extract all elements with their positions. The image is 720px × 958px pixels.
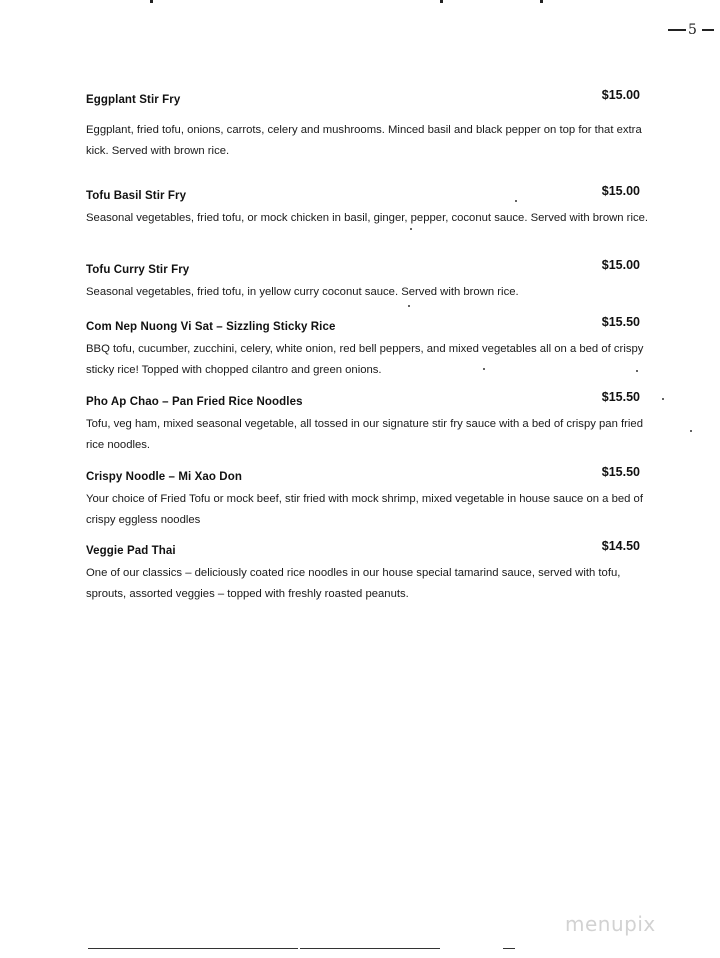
scan-speck <box>515 200 517 202</box>
bottom-scan-line <box>88 948 298 949</box>
scan-speck <box>690 430 692 432</box>
menu-item-pan-fried-rice-noodles <box>86 390 646 456</box>
item-price: $15.00 <box>601 88 640 102</box>
menu-item-veggie-pad-thai <box>86 539 646 605</box>
menu-item-crispy-noodle <box>86 465 646 531</box>
menu-item-tofu-curry-stir-fry <box>86 258 646 303</box>
item-name: Tofu Basil Stir Fry <box>86 190 187 202</box>
menu-item-sizzling-sticky-rice <box>86 315 646 381</box>
item-name: Pho Ap Chao – Pan Fried Rice Noodles <box>86 396 303 408</box>
bottom-scan-line <box>300 948 440 949</box>
item-description: Seasonal vegetables, fried tofu, in yellow curry coconut sauce. Served with brown rice. <box>86 286 519 298</box>
item-price: $15.50 <box>601 390 640 404</box>
item-description: Tofu, veg ham, mixed seasonal vegetable, all tossed in our signature stir fry sauce with a bed of crispy pan fried rice noodles. <box>86 418 643 451</box>
menu-item-tofu-basil-stir-fry <box>86 184 649 229</box>
item-price: $15.50 <box>601 465 640 479</box>
item-description: BBQ tofu, cucumber, zucchini, celery, white onion, red bell peppers, and mixed vegetables all on a bed of crispy sticky rice! Topped with chopped cilantro and green onions. <box>86 343 644 376</box>
scan-mark <box>540 0 543 3</box>
scan-speck <box>636 370 638 372</box>
scan-speck <box>662 398 664 400</box>
handwritten-page-mark: 5 <box>668 22 714 38</box>
scan-speck <box>483 368 485 370</box>
item-description: One of our classics – deliciously coated rice noodles in our house special tamarind sauce, served with tofu, sprouts, assorted veggies – topped with freshly roasted peanuts. <box>86 567 621 600</box>
item-description: Your choice of Fried Tofu or mock beef, stir fried with mock shrimp, mixed vegetable in house sauce on a bed of crispy eggless noodles <box>86 493 643 526</box>
item-description: Eggplant, fried tofu, onions, carrots, celery and mushrooms. Minced basil and black pepper on top for that extra kick. Served with brown rice. <box>86 124 642 157</box>
item-price: $15.00 <box>601 258 640 272</box>
item-name: Crispy Noodle – Mi Xao Don <box>86 471 242 483</box>
scan-speck <box>410 228 412 230</box>
item-price: $15.00 <box>601 184 640 198</box>
item-name: Com Nep Nuong Vi Sat – Sizzling Sticky Rice <box>86 321 336 333</box>
item-price: $14.50 <box>601 539 640 553</box>
scan-speck <box>408 305 410 307</box>
item-price: $15.50 <box>601 315 640 329</box>
bottom-scan-line <box>503 948 515 949</box>
item-name: Tofu Curry Stir Fry <box>86 264 190 276</box>
item-description: Seasonal vegetables, fried tofu, or mock chicken in basil, ginger, pepper, coconut sauce. Served with brown rice. <box>86 212 649 224</box>
item-name: Veggie Pad Thai <box>86 545 176 557</box>
scan-mark <box>440 0 443 3</box>
menu-item-eggplant-stir-fry <box>86 88 646 162</box>
item-name: Eggplant Stir Fry <box>86 94 181 106</box>
scan-mark <box>150 0 153 3</box>
menupix-watermark: menupix <box>565 912 656 936</box>
